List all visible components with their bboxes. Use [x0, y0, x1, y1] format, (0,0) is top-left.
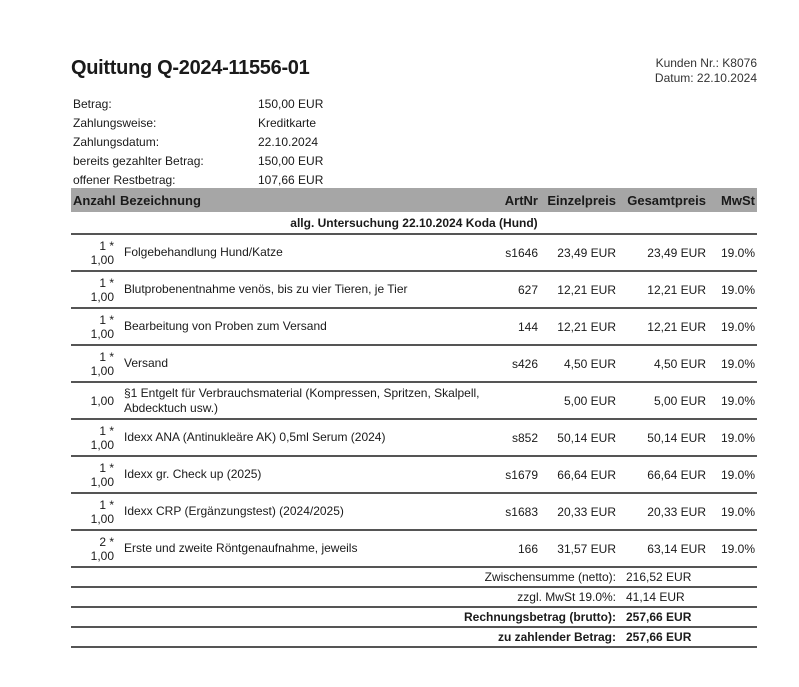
meta-value: Kreditkarte — [258, 116, 317, 130]
item-total-price: 63,14 EUR — [618, 530, 708, 567]
item-description: Idexx ANA (Antinukleäre AK) 0,5ml Serum (2024) — [118, 419, 496, 456]
item-artnr: s1646 — [496, 234, 540, 271]
total-value: 41,14 EUR — [618, 587, 708, 607]
meta-label: Betrag: — [73, 97, 112, 111]
table-row — [71, 419, 757, 456]
item-vat: 19.0% — [708, 382, 757, 419]
item-unit-price: 5,00 EUR — [540, 382, 618, 419]
item-description: Idexx CRP (Ergänzungstest) (2024/2025) — [118, 493, 496, 530]
customer-info — [655, 56, 757, 86]
meta-row — [73, 95, 323, 114]
col-artnr: ArtNr — [496, 188, 540, 212]
item-unit-price: 12,21 EUR — [540, 308, 618, 345]
line-items-table — [71, 188, 757, 648]
item-artnr — [496, 382, 540, 419]
totals-row — [71, 607, 757, 627]
item-count: 1 * — [99, 275, 114, 290]
item-factor: 1,00 — [90, 474, 114, 489]
meta-label: Zahlungsweise: — [73, 116, 157, 130]
item-total-price: 5,00 EUR — [618, 382, 708, 419]
item-total-price: 23,49 EUR — [618, 234, 708, 271]
item-factor: 1,00 — [90, 252, 114, 267]
item-quantity — [71, 419, 118, 456]
item-count: 1 * — [99, 312, 114, 327]
item-artnr: s852 — [496, 419, 540, 456]
section-row — [71, 212, 757, 234]
item-unit-price: 4,50 EUR — [540, 345, 618, 382]
item-artnr: s1679 — [496, 456, 540, 493]
item-quantity — [71, 345, 118, 382]
item-description: Bearbeitung von Proben zum Versand — [118, 308, 496, 345]
table-row — [71, 271, 757, 308]
col-gesamtpreis: Gesamtpreis — [618, 188, 708, 212]
customer-number: Kunden Nr.: K8076 — [655, 56, 757, 70]
item-vat: 19.0% — [708, 345, 757, 382]
item-quantity — [71, 382, 118, 419]
receipt-title: Quittung Q-2024-11556-01 — [71, 57, 310, 79]
item-factor: 1,00 — [90, 437, 114, 452]
item-vat: 19.0% — [708, 493, 757, 530]
item-vat: 19.0% — [708, 530, 757, 567]
item-unit-price: 23,49 EUR — [540, 234, 618, 271]
item-artnr: 627 — [496, 271, 540, 308]
empty-cell — [708, 607, 757, 627]
table-row — [71, 345, 757, 382]
item-count: 2 * — [99, 534, 114, 549]
item-unit-price: 66,64 EUR — [540, 456, 618, 493]
meta-row — [73, 133, 323, 152]
meta-value: 150,00 EUR — [258, 97, 324, 111]
item-count: 1 * — [99, 423, 114, 438]
item-total-price: 50,14 EUR — [618, 419, 708, 456]
totals-row — [71, 627, 757, 647]
meta-value: 107,66 EUR — [258, 173, 324, 187]
item-factor: 1,00 — [90, 393, 114, 408]
meta-value: 22.10.2024 — [258, 135, 319, 149]
item-artnr: s426 — [496, 345, 540, 382]
item-total-price: 4,50 EUR — [618, 345, 708, 382]
table-row — [71, 530, 757, 567]
item-unit-price: 20,33 EUR — [540, 493, 618, 530]
item-count: 1 * — [99, 460, 114, 475]
total-label: zzgl. MwSt 19.0%: — [71, 587, 618, 607]
total-value: 257,66 EUR — [618, 627, 708, 647]
total-label: Rechnungsbetrag (brutto): — [71, 607, 618, 627]
total-value: 257,66 EUR — [618, 607, 708, 627]
col-einzelpreis: Einzelpreis — [540, 188, 618, 212]
receipt-date: Datum: 22.10.2024 — [654, 71, 757, 85]
totals-row — [71, 587, 757, 607]
item-count: 1 * — [99, 349, 114, 364]
item-description: Blutprobenentnahme venös, bis zu vier Tieren, je Tier — [118, 271, 496, 308]
item-total-price: 66,64 EUR — [618, 456, 708, 493]
item-unit-price: 31,57 EUR — [540, 530, 618, 567]
item-artnr: 166 — [496, 530, 540, 567]
item-factor: 1,00 — [90, 511, 114, 526]
meta-label: offener Restbetrag: — [73, 173, 176, 187]
item-total-price: 12,21 EUR — [618, 271, 708, 308]
item-quantity — [71, 530, 118, 567]
item-count: 1 * — [99, 238, 114, 253]
item-factor: 1,00 — [90, 289, 114, 304]
meta-row — [73, 114, 323, 133]
item-description: Idexx gr. Check up (2025) — [118, 456, 496, 493]
empty-cell — [708, 567, 757, 587]
meta-label: Zahlungsdatum: — [73, 135, 160, 149]
col-anzahl: Anzahl — [71, 188, 118, 212]
item-factor: 1,00 — [90, 363, 114, 378]
item-vat: 19.0% — [708, 456, 757, 493]
item-artnr: 144 — [496, 308, 540, 345]
col-mwst: MwSt — [708, 188, 757, 212]
totals-row — [71, 567, 757, 587]
item-quantity — [71, 271, 118, 308]
item-count: 1 * — [99, 497, 114, 512]
table-row — [71, 382, 757, 419]
item-description: Erste und zweite Röntgenaufnahme, jeweils — [118, 530, 496, 567]
item-vat: 19.0% — [708, 308, 757, 345]
table-row — [71, 308, 757, 345]
payment-details — [73, 95, 323, 190]
item-description: Folgebehandlung Hund/Katze — [118, 234, 496, 271]
item-description: §1 Entgelt für Verbrauchsmaterial (Kompressen, Spritzen, Skalpell, Abdecktuch usw.) — [118, 382, 496, 419]
empty-cell — [708, 627, 757, 647]
meta-value: 150,00 EUR — [258, 154, 324, 168]
item-vat: 19.0% — [708, 234, 757, 271]
item-vat: 19.0% — [708, 271, 757, 308]
col-bezeichnung: Bezeichnung — [118, 188, 496, 212]
item-quantity — [71, 493, 118, 530]
total-label: zu zahlender Betrag: — [71, 627, 618, 647]
meta-label: bereits gezahlter Betrag: — [73, 154, 204, 168]
table-row — [71, 493, 757, 530]
empty-cell — [708, 587, 757, 607]
table-row — [71, 234, 757, 271]
item-description: Versand — [118, 345, 496, 382]
item-quantity — [71, 308, 118, 345]
meta-row — [73, 152, 323, 171]
table-row — [71, 456, 757, 493]
table-header — [71, 188, 757, 212]
total-label: Zwischensumme (netto): — [71, 567, 618, 587]
item-total-price: 20,33 EUR — [618, 493, 708, 530]
item-unit-price: 12,21 EUR — [540, 271, 618, 308]
item-factor: 1,00 — [90, 548, 114, 563]
total-value: 216,52 EUR — [618, 567, 708, 587]
item-vat: 19.0% — [708, 419, 757, 456]
item-quantity — [71, 234, 118, 271]
section-title: allg. Untersuchung 22.10.2024 Koda (Hund) — [71, 212, 757, 234]
item-total-price: 12,21 EUR — [618, 308, 708, 345]
item-quantity — [71, 456, 118, 493]
item-artnr: s1683 — [496, 493, 540, 530]
item-unit-price: 50,14 EUR — [540, 419, 618, 456]
item-factor: 1,00 — [90, 326, 114, 341]
